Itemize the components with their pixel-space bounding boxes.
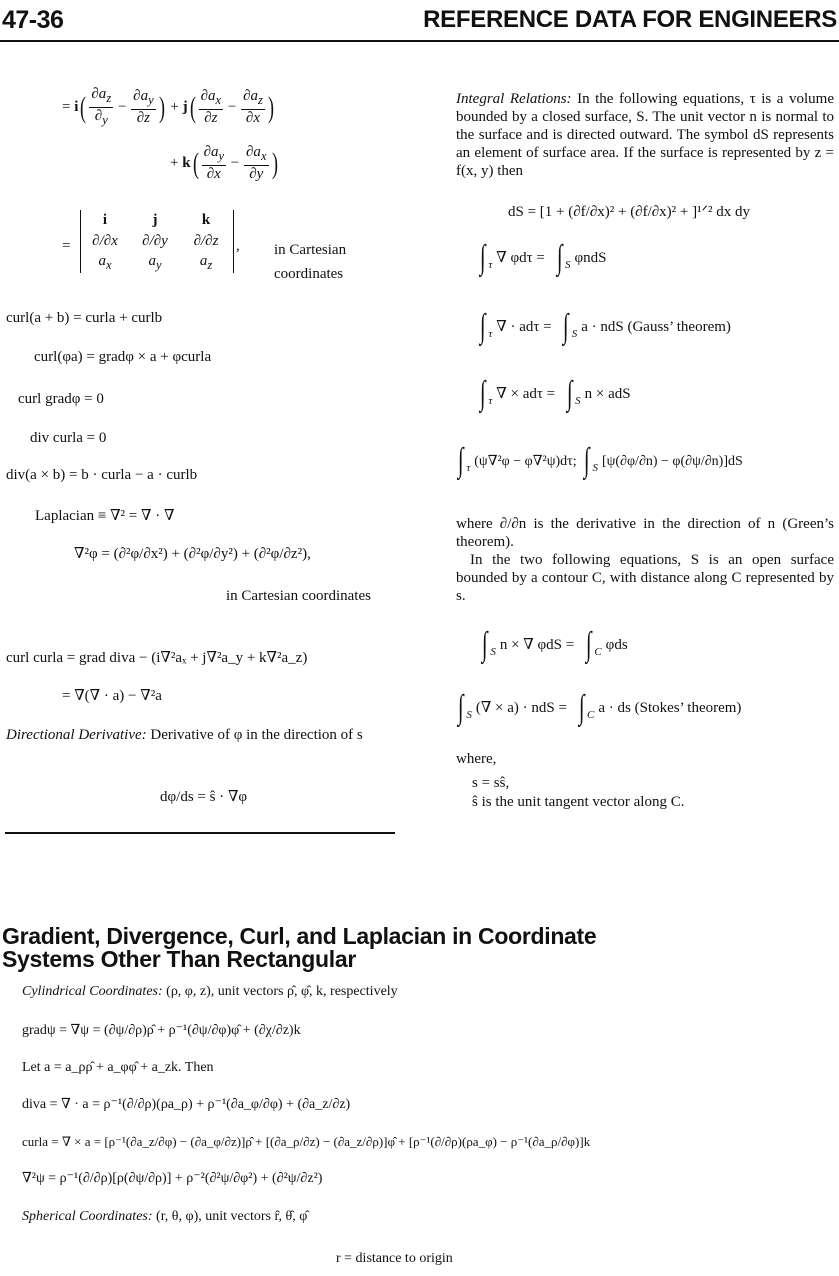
integral-green: ∫ $_\tau$ (ψ∇²φ − φ∇²ψ)dτ; ∫ $_S$ [ψ(∂φ/∂n) − φ(∂ψ/∂n)]dS xyxy=(457,442,743,479)
r-definition: r = distance to origin xyxy=(336,1251,453,1266)
integral-stokes: ∫ $_S$ (∇ × a) · ndS = ∫ $_C$ a · ds (Stokes’ theorem) xyxy=(457,689,742,726)
integral-label: Integral Relations: xyxy=(456,91,572,107)
determinant-equals: = xyxy=(62,238,71,254)
integral-body: In the following equations, τ is a volume bounded by a closed surface, S. The unit vector n is normal to the surface and is directed outward. The symbol dS represents an element of surface area. If the surface is represented by z = f(x, y) then xyxy=(456,91,834,179)
cylindrical-curl: curla = ∇ × a = [ρ⁻¹(∂a_z/∂φ) − (∂a_φ/∂z)]ρ̂ + [(∂a_ρ/∂z) − (∂a_z/∂ρ)]φ̂ + [ρ⁻¹(∂/∂ρ)(ρa_φ) − ρ⁻¹(∂a_ρ/∂φ)]k xyxy=(22,1134,591,1149)
cylindrical-heading: Cylindrical Coordinates: (ρ, φ, z), unit vectors ρ̂, φ̂, k, respectively xyxy=(22,984,398,999)
integral-relations-text xyxy=(456,90,834,180)
green-theorem-note: where ∂/∂n is the derivative in the direction of n (Green’s theorem). xyxy=(456,516,834,550)
where-label: where, xyxy=(456,751,497,767)
directional-label: Directional Derivative: xyxy=(6,727,147,743)
integral-n-cross: ∫ $_S$ n × ∇ φdS = ∫ $_C$ φds xyxy=(481,626,628,663)
section-title-line-2: Systems Other Than Rectangular xyxy=(2,946,356,972)
identity-curl-sum: curl(a + b) = curla + curlb xyxy=(6,310,163,326)
open-surface-note: In the two following equations, S is an open surface bounded by a contour C, with distance along C represented by s. xyxy=(456,552,834,604)
gauss-theorem-label: (Gauss’ theorem) xyxy=(627,319,731,335)
running-title: REFERENCE DATA FOR ENGINEERS xyxy=(423,6,837,33)
curl-expansion-line-1: = i( $\frac{\partial a_z}{\partial_y}$ − $\frac{\partial a_y}{\partial z}$ ) + j( $\frac{\partial a_x}{\partial z}$ − $\frac{\partial a_z}{\partial x}$ ) xyxy=(62,86,274,127)
directional-derivative-text xyxy=(6,726,394,744)
cylindrical-laplacian: ∇²ψ = ρ⁻¹(∂/∂ρ)[ρ(∂ψ/∂ρ)] + ρ⁻²(∂²ψ/∂φ²) + (∂²ψ/∂z²) xyxy=(22,1171,323,1186)
stokes-theorem-label: (Stokes’ theorem) xyxy=(634,700,742,716)
directional-equation: dφ/ds = ŝ · ∇φ xyxy=(160,789,248,805)
in-cartesian-coordinates: in Cartesian coordinates xyxy=(226,588,371,604)
integral-gauss: ∫ $_\tau$ ∇ · adτ = ∫ $_S$ a · ndS (Gauss’ theorem) xyxy=(479,308,731,345)
surface-element-equation: dS = [1 + (∂f/∂x)² + (∂f/∂x)² + ]¹ᐟ² dx dy xyxy=(508,204,750,220)
curl-curl-line-1: curl curla = grad diva − (i∇²aₓ + j∇²a_y + k∇²a_z) xyxy=(6,650,308,666)
spherical-label: Spherical Coordinates: xyxy=(22,1209,153,1224)
header-rule xyxy=(0,40,839,42)
cartesian-label-2: coordinates xyxy=(274,266,344,282)
identity-curl-grad: curl gradφ = 0 xyxy=(18,391,104,407)
determinant-comma: , xyxy=(236,238,240,254)
spherical-heading: Spherical Coordinates: (r, θ, φ), unit vectors r̂, θ̂, φ̂ xyxy=(22,1209,308,1224)
curl-curl-line-2: = ∇(∇ · a) − ∇²a xyxy=(62,688,162,704)
curl-determinant: i j k ∂/∂x ∂/∂y ∂/∂z $a_x$ $a_y$ $a_z$ xyxy=(80,210,234,273)
integral-curl: ∫ $_\tau$ ∇ × adτ = ∫ $_S$ n × adS xyxy=(479,375,631,412)
identity-laplacian-cartesian: ∇²φ = (∂²φ/∂x²) + (∂²φ/∂y²) + (∂²φ/∂z²), xyxy=(74,546,311,562)
cylindrical-divergence: diva = ∇ · a = ρ⁻¹(∂/∂ρ)(ρa_ρ) + ρ⁻¹(∂a_φ/∂φ) + (∂a_z/∂z) xyxy=(22,1097,351,1112)
column-end-rule xyxy=(5,832,395,834)
curl-expansion-line-2: + k( $\frac{\partial a_y}{\partial x}$ − $\frac{\partial a_x}{\partial y}$ ) xyxy=(170,144,278,182)
cartesian-label-1: in Cartesian xyxy=(274,242,347,258)
section-title xyxy=(2,925,802,971)
cylindrical-gradient: gradψ = ∇ψ = (∂ψ/∂ρ)ρ̂ + ρ⁻¹(∂ψ/∂φ)φ̂ + (∂χ/∂z)k xyxy=(22,1023,301,1038)
identity-laplacian: Laplacian ≡ ∇² = ∇ · ∇ xyxy=(35,508,175,524)
section-title-line-1: Gradient, Divergence, Curl, and Laplacian in Coordinate xyxy=(2,923,597,949)
s-hat-definition: ŝ is the unit tangent vector along C. xyxy=(472,794,685,810)
identity-div-cross: div(a × b) = b · curla − a · curlb xyxy=(6,467,198,483)
directional-body: Derivative of φ in the direction of s xyxy=(146,727,363,743)
page-header xyxy=(0,6,839,36)
s-definition: s = sŝ, xyxy=(472,775,510,791)
cylindrical-label: Cylindrical Coordinates: xyxy=(22,984,163,999)
identity-curl-product: curl(φa) = gradφ × a + φcurla xyxy=(34,349,212,365)
page-number: 47-36 xyxy=(2,6,64,34)
cylindrical-vector-def: Let a = a_ρρ̂ + a_φφ̂ + a_zk. Then xyxy=(22,1060,214,1075)
integral-gradient: ∫ $_\tau$ ∇ φdτ = ∫ $_S$ φndS xyxy=(479,239,607,276)
identity-div-curl: div curla = 0 xyxy=(30,430,107,446)
